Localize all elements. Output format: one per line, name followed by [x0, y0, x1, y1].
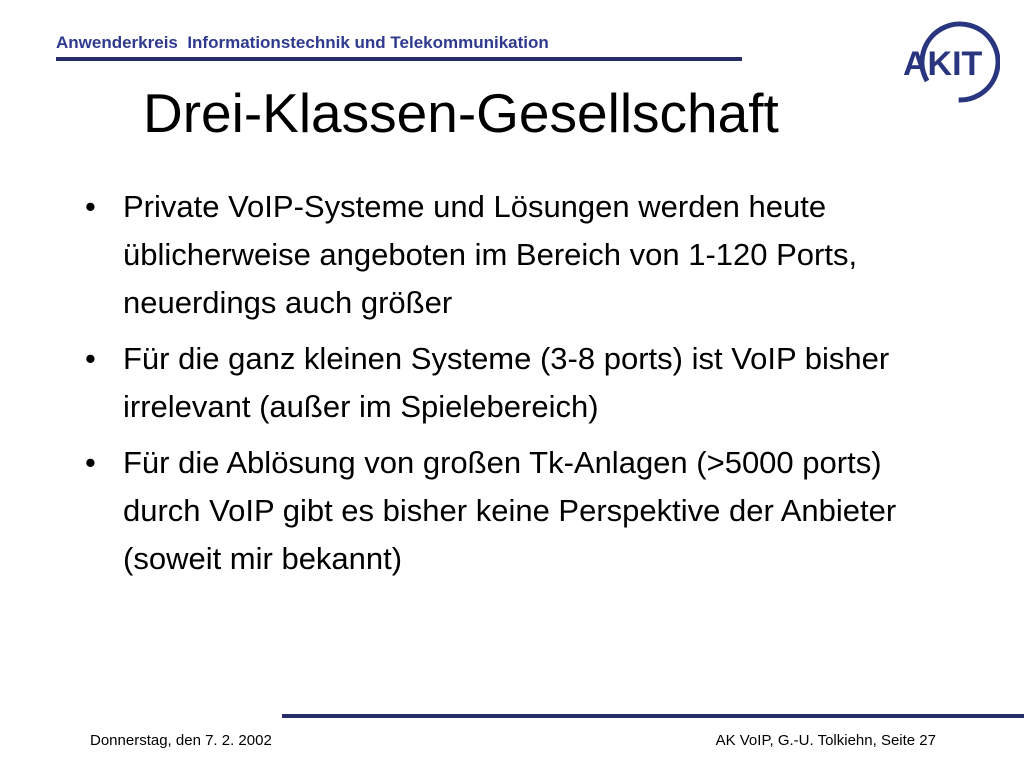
organization-title: Anwenderkreis Informationstechnik und Telekommunikation	[56, 33, 549, 52]
bullet-item	[85, 439, 965, 583]
logo-text: AKIT	[903, 45, 983, 83]
bullet-item	[85, 335, 965, 431]
bullet-dot: •	[85, 445, 96, 480]
footer-date: Donnerstag, den 7. 2. 2002	[90, 732, 272, 749]
bullet-dot: •	[85, 189, 96, 224]
footer-divider	[282, 714, 1024, 718]
akit-logo	[888, 20, 1000, 104]
bullet-list	[85, 183, 965, 591]
footer-page-info: AK VoIP, G.-U. Tolkiehn, Seite 27	[715, 732, 936, 749]
bullet-text: Für die Ablösung von großen Tk-Anlagen (>5000 ports) durch VoIP gibt es bisher keine Perspektive der Anbieter (soweit mir bekannt)	[123, 445, 897, 576]
slide-title: Drei-Klassen-Gesellschaft	[143, 82, 779, 144]
bullet-text: Private VoIP-Systeme und Lösungen werden heute üblicherweise angeboten im Bereich von 1-120 Ports, neuerdings auch größer	[123, 189, 858, 320]
bullet-text: Für die ganz kleinen Systeme (3-8 ports) ist VoIP bisher irrelevant (außer im Spielebereich)	[123, 341, 890, 424]
bullet-item	[85, 183, 965, 327]
bullet-dot: •	[85, 341, 96, 376]
header-divider	[56, 57, 742, 61]
